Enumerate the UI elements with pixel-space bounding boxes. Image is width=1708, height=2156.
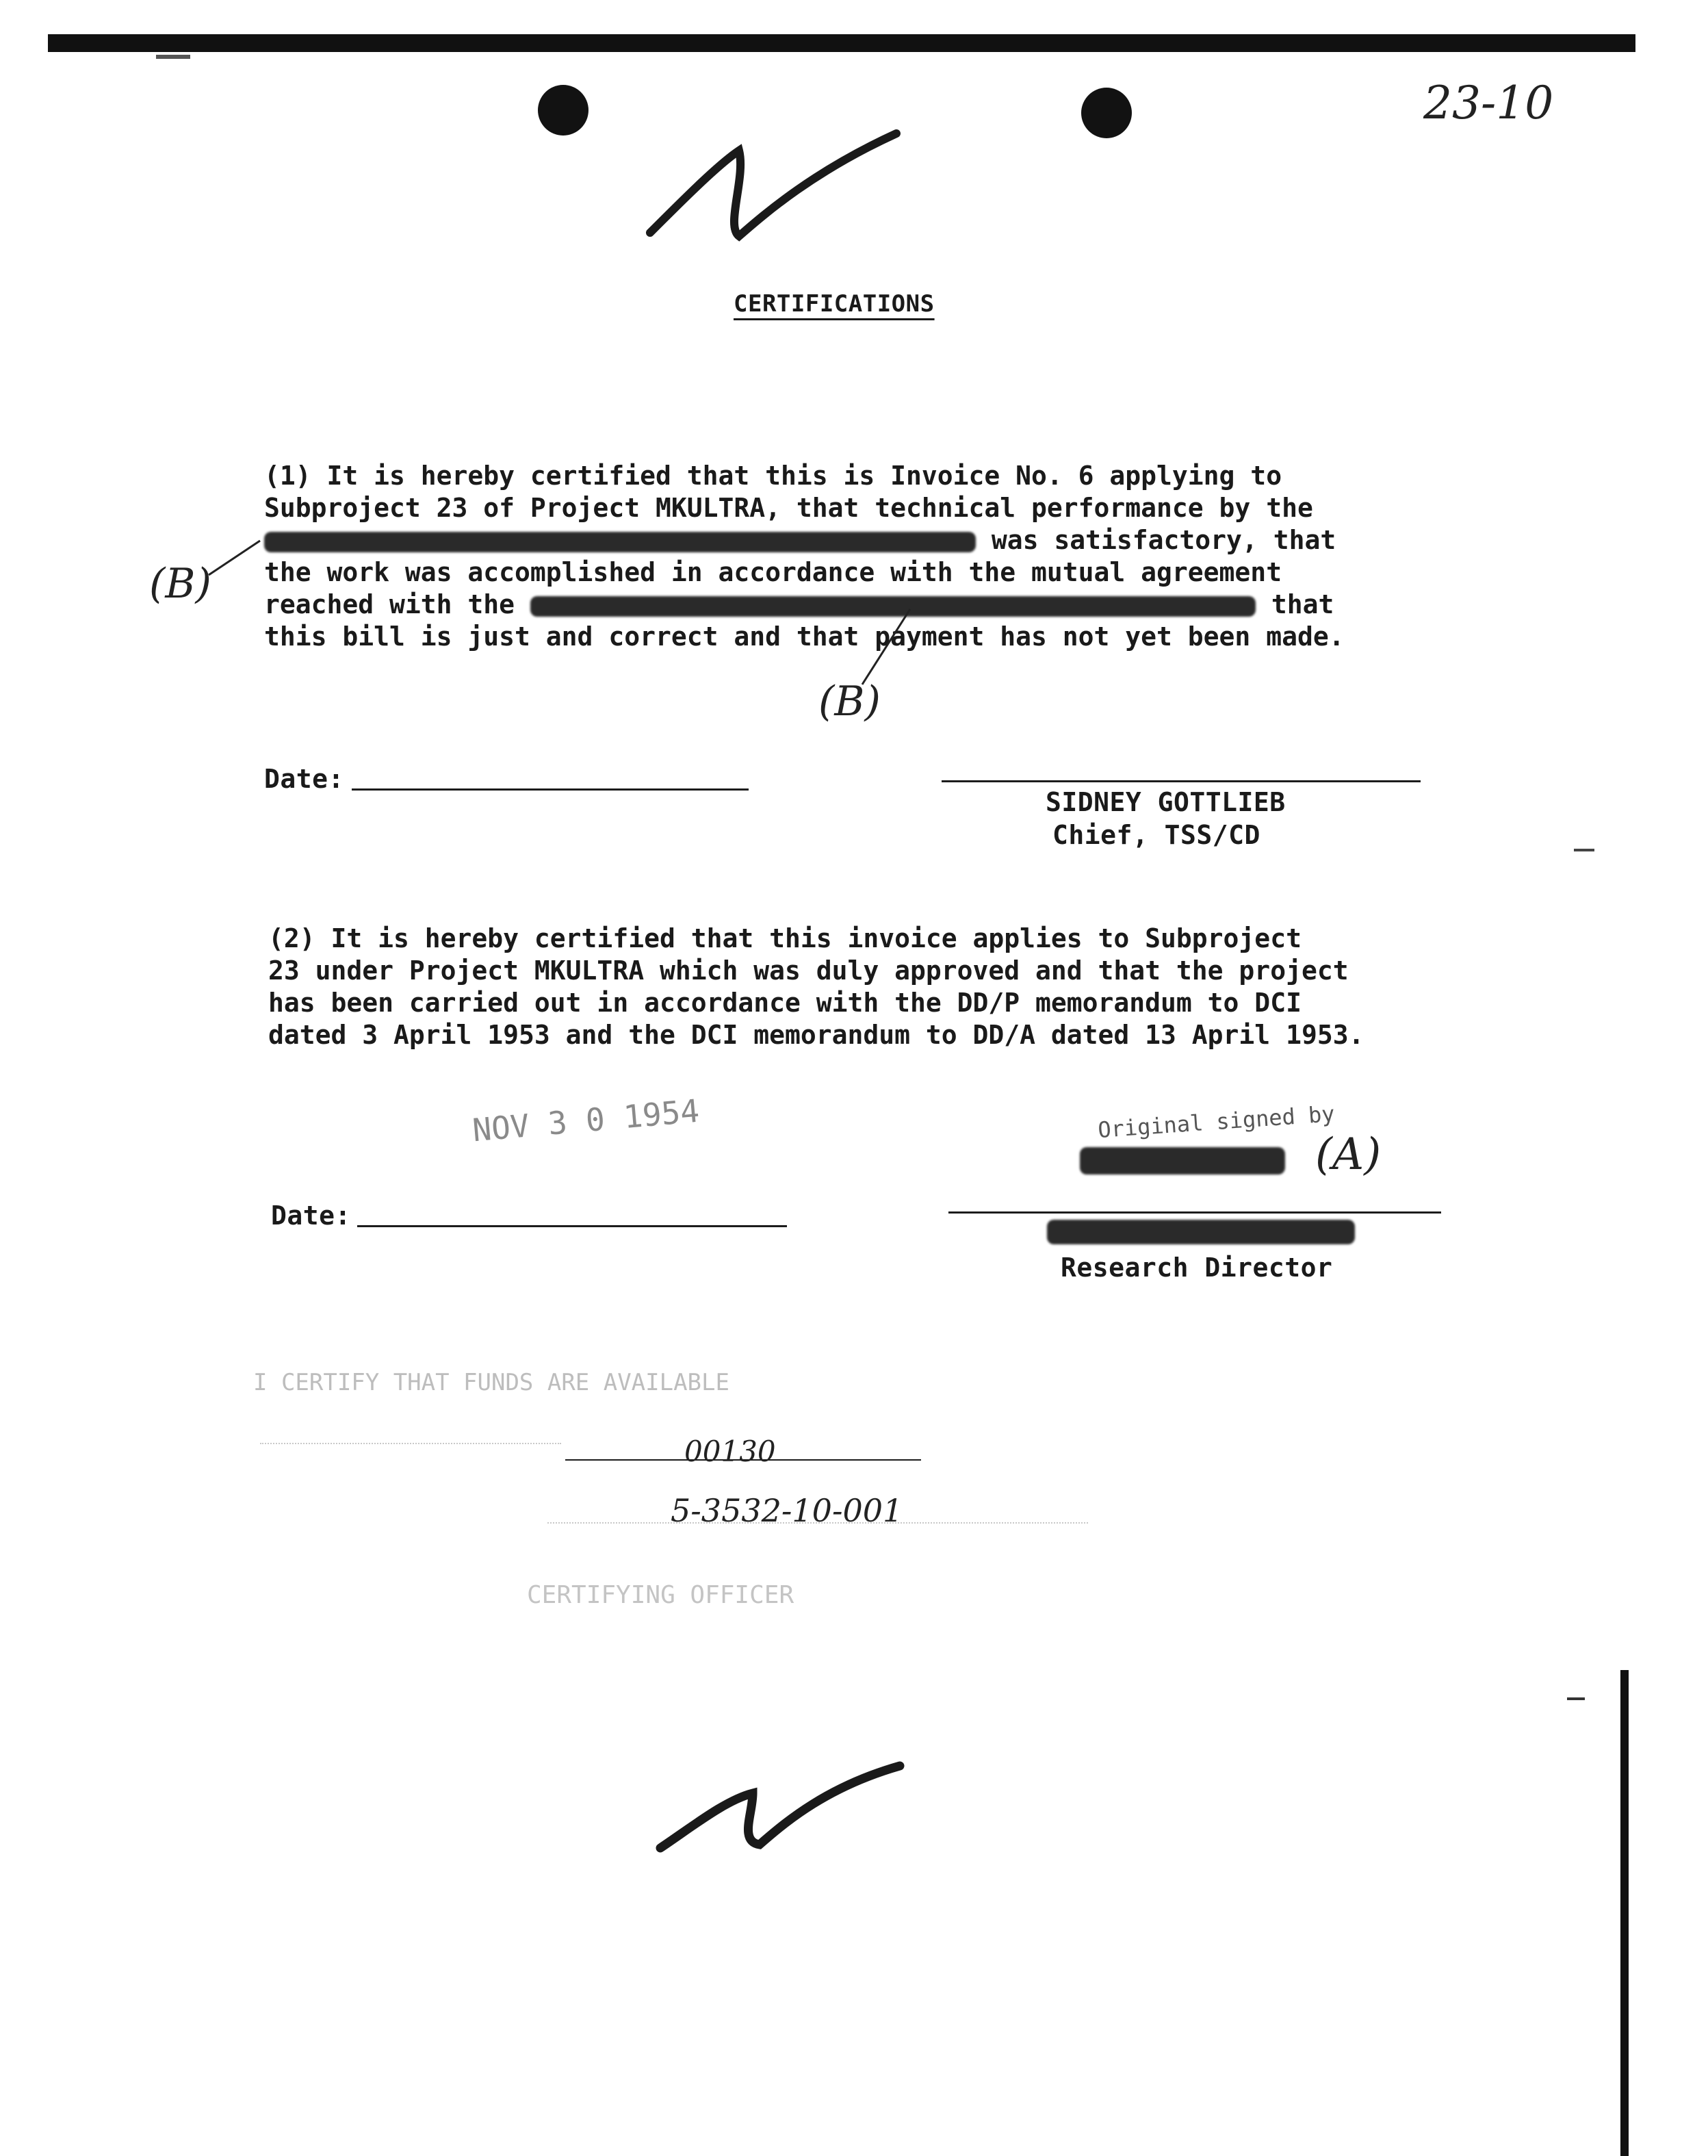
signature-line bbox=[942, 780, 1421, 782]
check-mark-icon bbox=[650, 1752, 910, 1862]
cert1-line: the work was accomplished in accordance with the mutual agreement bbox=[264, 557, 1282, 587]
cert1-line: (1) It is hereby certified that this is Invoice No. 6 applying to bbox=[264, 461, 1282, 491]
page-reference: 23-10 bbox=[1423, 77, 1554, 129]
account-number: 5-3532-10-001 bbox=[671, 1492, 903, 1529]
page-title: CERTIFICATIONS bbox=[734, 290, 935, 318]
punch-hole-left bbox=[538, 85, 588, 136]
signer-title: Research Director bbox=[1061, 1253, 1333, 1283]
cert1-line-text: reached with the bbox=[264, 589, 515, 619]
date-stamp: NOV 3 0 1954 bbox=[471, 1092, 701, 1149]
cert2-line: dated 3 April 1953 and the DCI memorandum to DD/A dated 13 April 1953. bbox=[268, 1020, 1364, 1050]
cert1-line-redacted bbox=[264, 524, 1345, 556]
annotation-a: (A) bbox=[1315, 1129, 1382, 1180]
scan-top-border bbox=[48, 34, 1635, 52]
annotation-pointer-icon bbox=[205, 534, 267, 582]
annotation-pointer-icon bbox=[855, 602, 917, 691]
cert1-line-text: was satisfactory, that bbox=[991, 525, 1336, 555]
cert2-line: (2) It is hereby certified that this invoice applies to Subproject bbox=[268, 923, 1302, 953]
certification-1 bbox=[264, 460, 1345, 653]
signer-name: SIDNEY GOTTLIEB bbox=[1046, 787, 1286, 817]
cert1-line: this bill is just and correct and that payment has not yet been made. bbox=[264, 621, 1345, 652]
date-line bbox=[352, 788, 749, 791]
certification-2 bbox=[268, 923, 1364, 1051]
original-signed-stamp: Original signed by bbox=[1097, 1100, 1336, 1144]
date-label: Date: bbox=[264, 764, 344, 794]
cert1-line-redacted bbox=[264, 589, 1345, 621]
date-label: Date: bbox=[271, 1201, 351, 1231]
signer-title: Chief, TSS/CD bbox=[1052, 820, 1260, 850]
check-mark-icon bbox=[643, 123, 903, 246]
funds-certification: I CERTIFY THAT FUNDS ARE AVAILABLE bbox=[253, 1369, 729, 1396]
signature-line bbox=[948, 1211, 1441, 1214]
cert1-line: Subproject 23 of Project MKULTRA, that technical performance by the bbox=[264, 493, 1313, 523]
redacted-signature bbox=[1080, 1147, 1285, 1175]
scan-speck bbox=[1567, 1697, 1585, 1700]
scan-speck bbox=[1574, 849, 1594, 851]
redaction-bar bbox=[264, 532, 976, 552]
annotation-b-bottom: (B) bbox=[818, 678, 881, 726]
redacted-signer-name bbox=[1047, 1220, 1355, 1244]
annotation-b-left: (B) bbox=[149, 560, 211, 608]
punch-hole-right bbox=[1081, 88, 1132, 138]
date-line bbox=[357, 1225, 787, 1227]
obligation-number: 00130 bbox=[684, 1435, 776, 1468]
cert2-line: 23 under Project MKULTRA which was duly approved and that the project bbox=[268, 955, 1349, 986]
cert2-line: has been carried out in accordance with the DD/P memorandum to DCI bbox=[268, 988, 1302, 1018]
scan-speck bbox=[156, 55, 190, 59]
certifying-officer: CERTIFYING OFFICER bbox=[527, 1581, 794, 1609]
scan-right-border bbox=[1620, 1670, 1629, 2156]
cert1-line-text: that bbox=[1271, 589, 1334, 619]
obligation-dotted-line bbox=[260, 1443, 561, 1444]
